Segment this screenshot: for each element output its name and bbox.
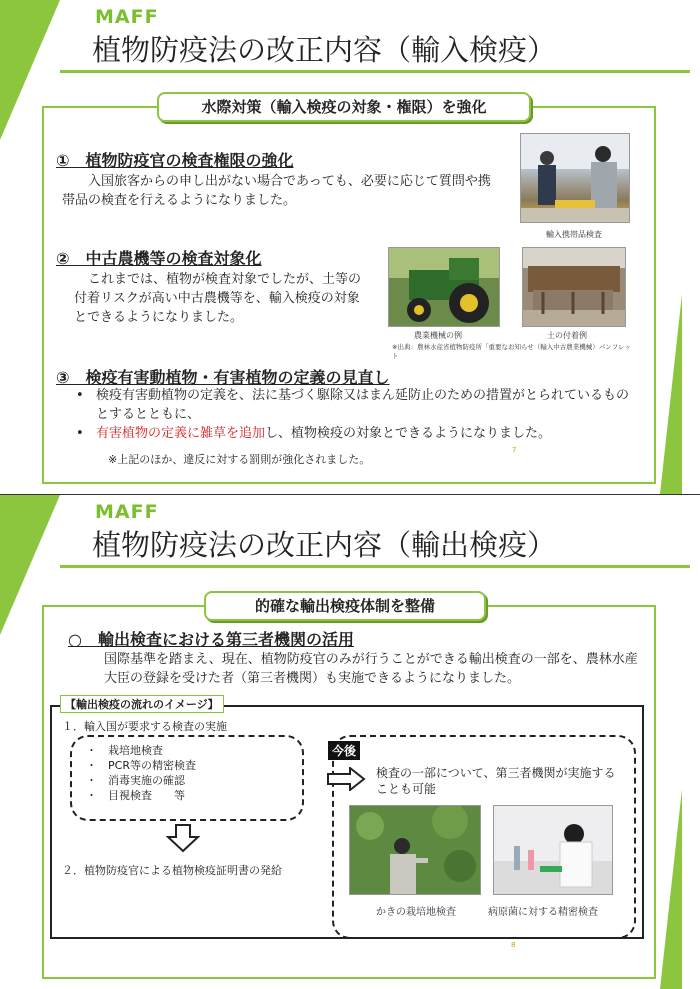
sec3-bullet2-highlight: 有害植物の定義に雑草を追加 [96,426,266,441]
photo1-caption: かきの栽培地検査 [376,907,456,918]
title-underline [60,70,690,73]
photo-baggage-inspection [520,133,630,223]
sec3-bullet1 [76,386,636,424]
sec3-bullet1-text: 検疫有害動植物の定義を、法に基づく駆除又はまん延防止のための措置がとられているものとするとともに、 [96,388,630,422]
sec3-bullet2 [76,424,636,443]
maff-logo: MAFF [95,501,159,523]
section-badge: 的確な輸出検疫体制を整備 [204,591,486,621]
down-arrow-icon [166,823,200,853]
flow-step1: １．輸入国が要求する検査の実施 [62,720,227,733]
slide-title: 植物防疫法の改正内容（輸入検疫） [92,33,557,67]
export-heading: ○ 輸出検査における第三者機関の活用 [68,630,354,649]
after-label: 今後 [328,741,360,760]
bullet-dot: ・ [86,744,108,757]
photo-soil-attached-graphic [523,248,625,326]
slide-title: 植物防疫法の改正内容（輸出検疫） [92,528,557,562]
sec1-heading: ① 植物防疫官の検査権限の強化 [56,151,294,170]
check-item-label: 目視検査 等 [108,789,185,802]
photo3-caption: 土の付着例 [547,331,587,340]
page-number: 7 [512,446,517,454]
bullet-dot: • [76,388,84,403]
sec3-heading: ③ 検疫有害動植物・有害植物の定義の見直し [56,368,390,387]
sec2-body: これまでは、植物が検査対象でしたが、土等の付着リスクが高い中古農機等を、輸入検疫の対象とできるようになりました。 [74,272,362,325]
maff-logo: MAFF [95,6,159,28]
check-item [86,758,196,773]
photo-tractor-graphic [389,248,499,326]
slide-import-quarantine [0,0,700,494]
sec2-heading: ② 中古農機等の検査対象化 [56,249,262,268]
footnote: ※上記のほか、違反に対する罰則が強化されました。 [108,453,371,466]
photo1-caption: 輸入携帯品検査 [546,230,602,239]
flow-label: 【輸出検疫の流れのイメージ】 [60,695,224,713]
photo-baggage-inspection-graphic [521,134,629,222]
check-item [86,773,196,788]
check-item [86,788,196,803]
sec3-bullet2-text: し、植物検疫の対象とできるようになりました。 [265,426,552,441]
photo2-caption: 農業機械の例 [414,331,462,340]
check-item-label: 栽培地検査 [108,744,163,757]
decor-right-triangle [660,294,682,494]
photo-pathogen-test-graphic [494,806,612,894]
check-item-label: 消毒実施の確認 [108,774,185,787]
photo-pathogen-test [493,805,613,895]
photo-tractor [388,247,500,327]
photo-persimmon-inspection-graphic [350,806,480,894]
sec1-body: 入国旅客からの申し出がない場合であっても、必要に応じて質問や携帯品の検査を行えるようになりました。 [62,174,491,208]
check-item-label: PCR等の精密検査 [108,759,196,772]
source-note: ※出典：農林水産省植物防疫所「重要なお知らせ（輸入中古農業機械）パンフレット [392,343,631,360]
check-item [86,743,196,758]
slide-export-quarantine [0,495,700,989]
photo-soil-attached [522,247,626,327]
photo-persimmon-inspection [349,805,481,895]
bullet-dot: • [76,426,84,441]
bullet-dot: ・ [86,759,108,772]
after-text: 検査の一部について、第三者機関が実施することも可能 [376,766,616,796]
bullet-dot: ・ [86,789,108,802]
flow-step2: ２．植物防疫官による植物検疫証明書の発給 [62,864,282,877]
export-body: 国際基準を踏まえ、現在、植物防疫官のみが行うことができる輸出検査の一部を、農林水産大臣の登録を受けた者（第三者機関）も実施できるようになりました。 [104,652,638,686]
section-badge: 水際対策（輸入検疫の対象・権限）を強化 [157,92,531,122]
decor-right-triangle [660,789,682,989]
photo2-caption: 病原菌に対する精密検査 [488,907,598,918]
page-number: 8 [511,941,516,949]
checks-list [86,743,196,803]
title-underline [60,565,690,568]
right-arrow-icon [326,767,366,791]
bullet-dot: ・ [86,774,108,787]
